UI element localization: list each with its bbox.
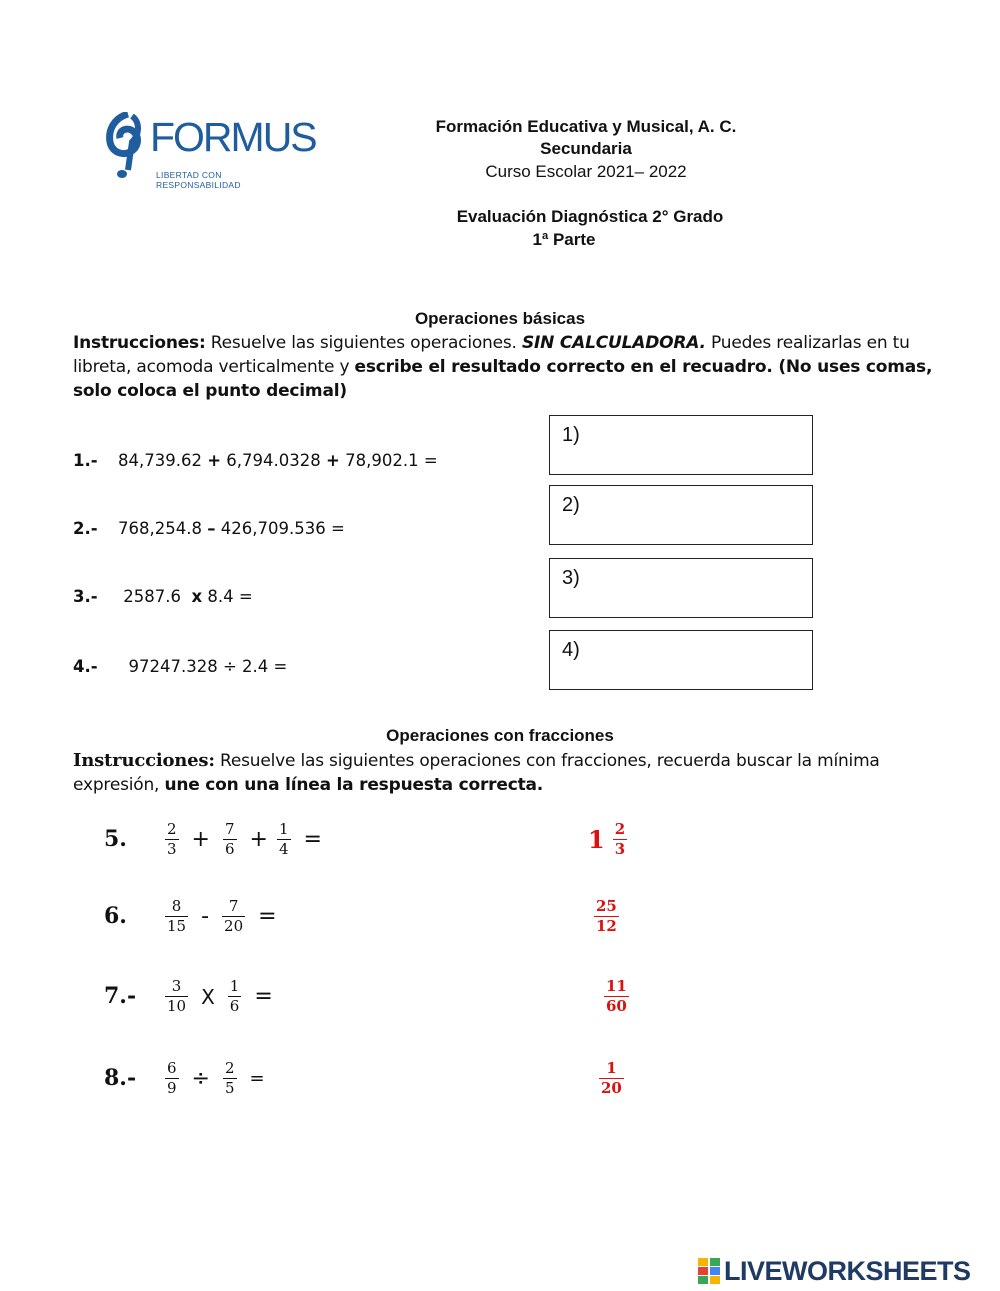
exercise-number: 7.-	[104, 982, 137, 1009]
operand: 84,739.62	[118, 451, 208, 470]
instructions-text-2: Puedes realizarlas en tu libreta, acomoda verticalmente y	[73, 333, 910, 377]
section-title-fractions: Operaciones con fracciones	[386, 726, 614, 745]
fraction-exercise-8	[104, 1059, 269, 1098]
denominator: 10	[167, 997, 187, 1015]
fraction	[165, 1059, 179, 1098]
instructions-label: Instrucciones:	[73, 750, 215, 771]
denominator: 3	[614, 840, 626, 858]
fraction	[599, 1059, 624, 1098]
answer-box-1[interactable]	[549, 415, 813, 475]
answer-box-3[interactable]	[549, 558, 813, 618]
instructions-text-1: Resuelve las siguientes operaciones con fracciones, recuerda buscar la mínima expresión,	[73, 751, 880, 795]
denominator: 3	[167, 840, 177, 858]
numerator: 7	[224, 820, 235, 838]
operand: 768,254.8	[118, 519, 208, 538]
equals-sign: =	[254, 984, 273, 1009]
denominator: 20	[224, 917, 244, 935]
operand: 6,794.0328	[221, 451, 327, 470]
denominator: 9	[167, 1079, 177, 1097]
numerator: 6	[167, 1059, 177, 1077]
fraction	[223, 820, 237, 859]
numerator: 25	[596, 897, 617, 915]
denominator: 15	[167, 917, 187, 935]
equals-sign: =	[249, 1068, 265, 1089]
division-sign: ÷	[191, 1066, 210, 1091]
school-level: Secundaria	[540, 139, 632, 158]
operand: 97247.328 ÷ 2.4 =	[118, 657, 288, 676]
instructions-label: Instrucciones:	[73, 333, 206, 353]
logo-tagline: LIBERTAD CON RESPONSABILIDAD	[156, 170, 241, 190]
treble-clef-icon	[106, 112, 152, 182]
fraction	[277, 820, 291, 859]
denominator: 60	[606, 997, 627, 1015]
denominator: 6	[224, 840, 235, 858]
numerator: 2	[167, 820, 177, 838]
formus-logo	[106, 112, 316, 190]
denominator: 5	[224, 1079, 235, 1097]
denominator: 12	[596, 917, 617, 935]
exercise-number: 8.-	[104, 1064, 137, 1091]
fraction-exercise-6	[104, 897, 281, 936]
fraction	[604, 977, 629, 1016]
operation-1	[73, 451, 438, 470]
fraction	[228, 977, 242, 1016]
logo-wordmark: FORMUS	[150, 114, 316, 160]
operation-number: 2.-	[73, 519, 98, 538]
basic-instructions	[73, 331, 943, 403]
fraction-exercise-5	[104, 820, 326, 859]
minus-sign: -	[201, 904, 210, 929]
liveworksheets-logo-icon	[698, 1258, 720, 1284]
numerator: 7	[228, 897, 239, 915]
school-year: Curso Escolar 2021– 2022	[485, 162, 687, 181]
no-calculator-note: SIN CALCULADORA.	[521, 333, 706, 353]
fraction	[223, 1059, 237, 1098]
plus-sign: +	[191, 827, 210, 852]
numerator: 11	[606, 977, 627, 995]
numerator: 2	[614, 820, 626, 838]
plus-sign: +	[249, 827, 268, 852]
operator: +	[326, 451, 340, 470]
answer-option-4[interactable]	[597, 1059, 626, 1098]
answer-box-label: 2)	[562, 494, 580, 516]
exam-title: Evaluación Diagnóstica 2° Grado	[456, 207, 724, 226]
fraction-exercise-7	[104, 977, 277, 1016]
answer-option-2[interactable]	[592, 897, 621, 936]
answer-box-label: 1)	[562, 424, 580, 446]
numerator: 2	[224, 1059, 235, 1077]
watermark-text: LIVEWORKSHEETS	[724, 1256, 971, 1286]
answer-box-label: 3)	[562, 567, 580, 589]
operation-2	[73, 519, 345, 538]
operation-number: 1.-	[73, 451, 98, 470]
exercise-number: 6.	[104, 902, 127, 929]
operand: 2587.6	[118, 587, 192, 606]
denominator: 20	[601, 1079, 622, 1097]
times-sign: X	[201, 984, 215, 1009]
operand: 78,902.1 =	[339, 451, 438, 470]
fraction	[165, 820, 179, 859]
exercise-number: 5.	[104, 825, 127, 852]
operation-3	[73, 587, 253, 606]
denominator: 6	[229, 997, 240, 1015]
operator: –	[207, 519, 216, 538]
fraction	[613, 820, 627, 859]
section-title-basic: Operaciones básicas	[414, 309, 586, 328]
instructions-text-2: une con una línea la respuesta correcta.	[164, 775, 544, 795]
operand: 8.4 =	[202, 587, 253, 606]
numerator: 8	[171, 897, 182, 915]
equals-sign: =	[303, 827, 322, 852]
fraction	[222, 897, 245, 936]
fraction	[594, 897, 619, 936]
fraction	[165, 977, 188, 1016]
answer-option-1[interactable]	[588, 820, 629, 859]
operation-number: 4.-	[73, 657, 98, 676]
institution-name: Formación Educativa y Musical, A. C.	[435, 117, 737, 136]
numerator: 1	[606, 1059, 617, 1077]
numerator: 1	[229, 977, 240, 995]
instructions-text-1: Resuelve las siguientes operaciones.	[205, 333, 522, 353]
exam-part: 1ª Parte	[532, 230, 596, 249]
instructions-text-3: escribe el resultado correcto en el recuadro. (No uses comas, solo coloca el punto decimal)	[73, 357, 933, 401]
denominator: 4	[278, 840, 289, 858]
answer-box-4[interactable]	[549, 630, 813, 690]
answer-option-3[interactable]	[602, 977, 631, 1016]
equals-sign: =	[258, 904, 277, 929]
operator: +	[207, 451, 222, 470]
fractions-instructions	[73, 749, 943, 797]
operator: x	[191, 587, 203, 606]
answer-box-2[interactable]	[549, 485, 813, 545]
operation-4	[73, 657, 287, 676]
numerator: 3	[171, 977, 182, 995]
numerator: 1	[278, 820, 289, 838]
answer-box-label: 4)	[562, 639, 580, 661]
operation-number: 3.-	[73, 587, 98, 606]
liveworksheets-watermark	[698, 1256, 971, 1287]
operand: 426,709.536 =	[215, 519, 345, 538]
fraction	[165, 897, 188, 936]
mixed-whole: 1	[588, 825, 605, 854]
